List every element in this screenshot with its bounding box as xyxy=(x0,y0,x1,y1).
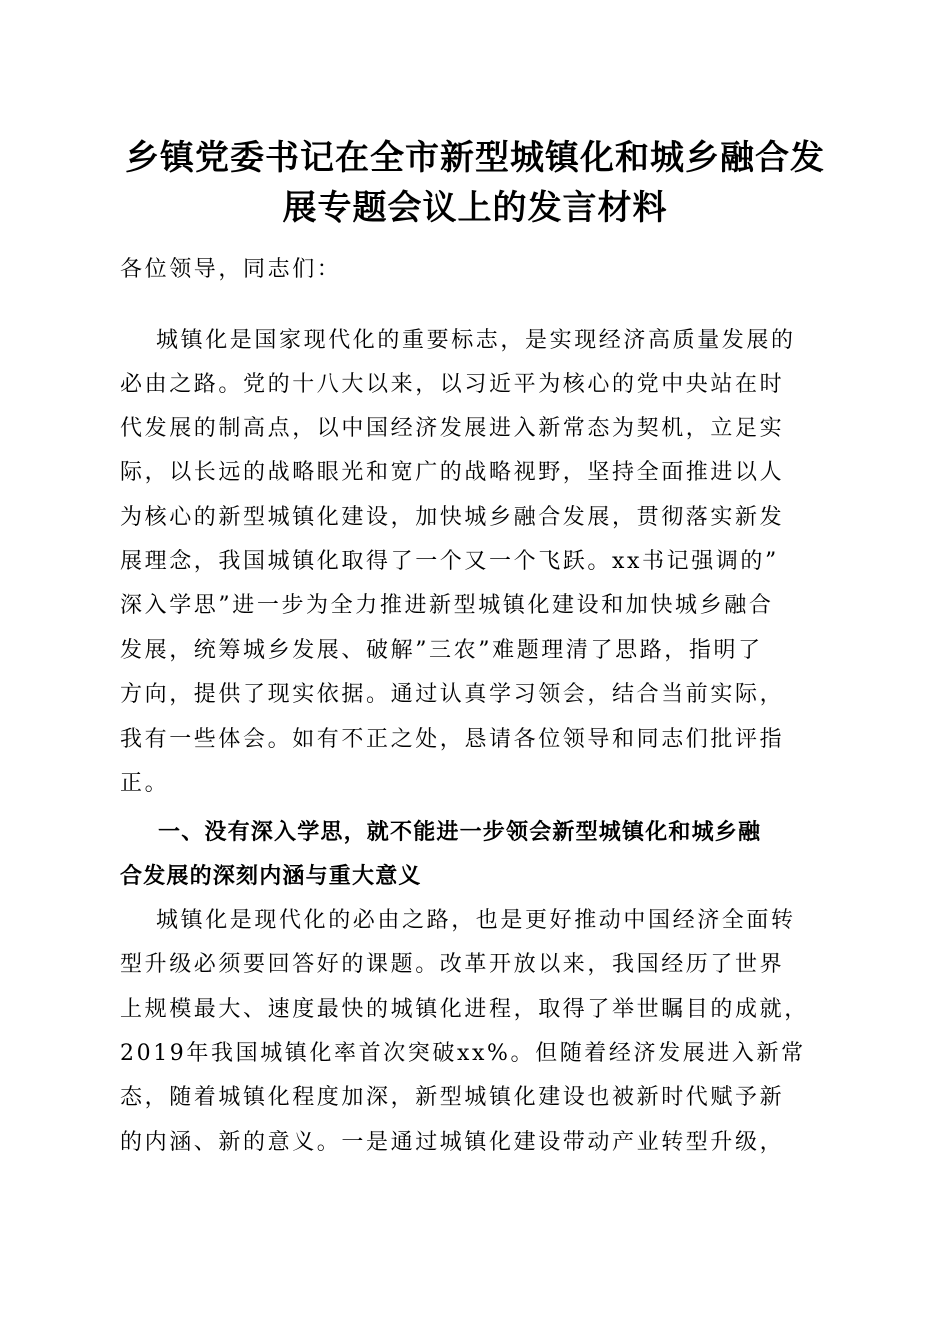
section-heading-1-line-1: 一、没有深入学思，就不能进一步领会新型城镇化和城乡融 xyxy=(158,820,762,845)
paragraph-2-line: 的内涵、新的意义。一是通过城镇化建设带动产业转型升级， xyxy=(120,1130,785,1155)
paragraph-2-line: 2019年我国城镇化率首次突破xx%。但随着经济发展进入新常 xyxy=(120,1041,806,1066)
paragraph-2-line: 上规模最大、速度最快的城镇化进程，取得了举世瞩目的成就， xyxy=(120,997,809,1022)
paragraph-2-line: 型升级必须要回答好的课题。改革开放以来，我国经历了世界 xyxy=(120,952,785,977)
paragraph-1-line: 代发展的制高点，以中国经济发展进入新常态为契机，立足实 xyxy=(120,416,785,441)
paragraph-1-line: 方向，提供了现实依据。通过认真学习领会，结合当前实际， xyxy=(120,682,785,707)
paragraph-1-line: 发展，统筹城乡发展、破解”三农”难题理清了思路，指明了 xyxy=(120,638,763,663)
section-heading-1-line-2: 合发展的深刻内涵与重大意义 xyxy=(120,864,422,889)
paragraph-1-line: 展理念，我国城镇化取得了一个又一个飞跃。xx书记强调的” xyxy=(120,549,779,574)
paragraph-1-line: 为核心的新型城镇化建设，加快城乡融合发展，贯彻落实新发 xyxy=(120,505,785,530)
paragraph-1-line: 必由之路。党的十八大以来，以习近平为核心的党中央站在时 xyxy=(120,372,785,397)
document-title-line-1: 乡镇党委书记在全市新型城镇化和城乡融合发 xyxy=(125,138,825,178)
paragraph-2-line: 态，随着城镇化程度加深，新型城镇化建设也被新时代赋予新 xyxy=(120,1085,785,1110)
paragraph-1-line: 深入学思”进一步为全力推进新型城镇化建设和加快城乡融合 xyxy=(120,593,774,618)
paragraph-1-line: 城镇化是国家现代化的重要标志，是实现经济高质量发展的 xyxy=(156,328,796,353)
paragraph-1-line: 际，以长远的战略眼光和宽广的战略视野，坚持全面推进以人 xyxy=(120,460,785,485)
salutation: 各位领导，同志们： xyxy=(120,257,342,282)
document-title-line-2: 展专题会议上的发言材料 xyxy=(282,188,668,228)
paragraph-2-line: 城镇化是现代化的必由之路，也是更好推动中国经济全面转 xyxy=(156,908,796,933)
paragraph-1-line: 正。 xyxy=(120,771,170,796)
paragraph-1-line: 我有一些体会。如有不正之处，恳请各位领导和同志们批评指 xyxy=(120,727,785,752)
